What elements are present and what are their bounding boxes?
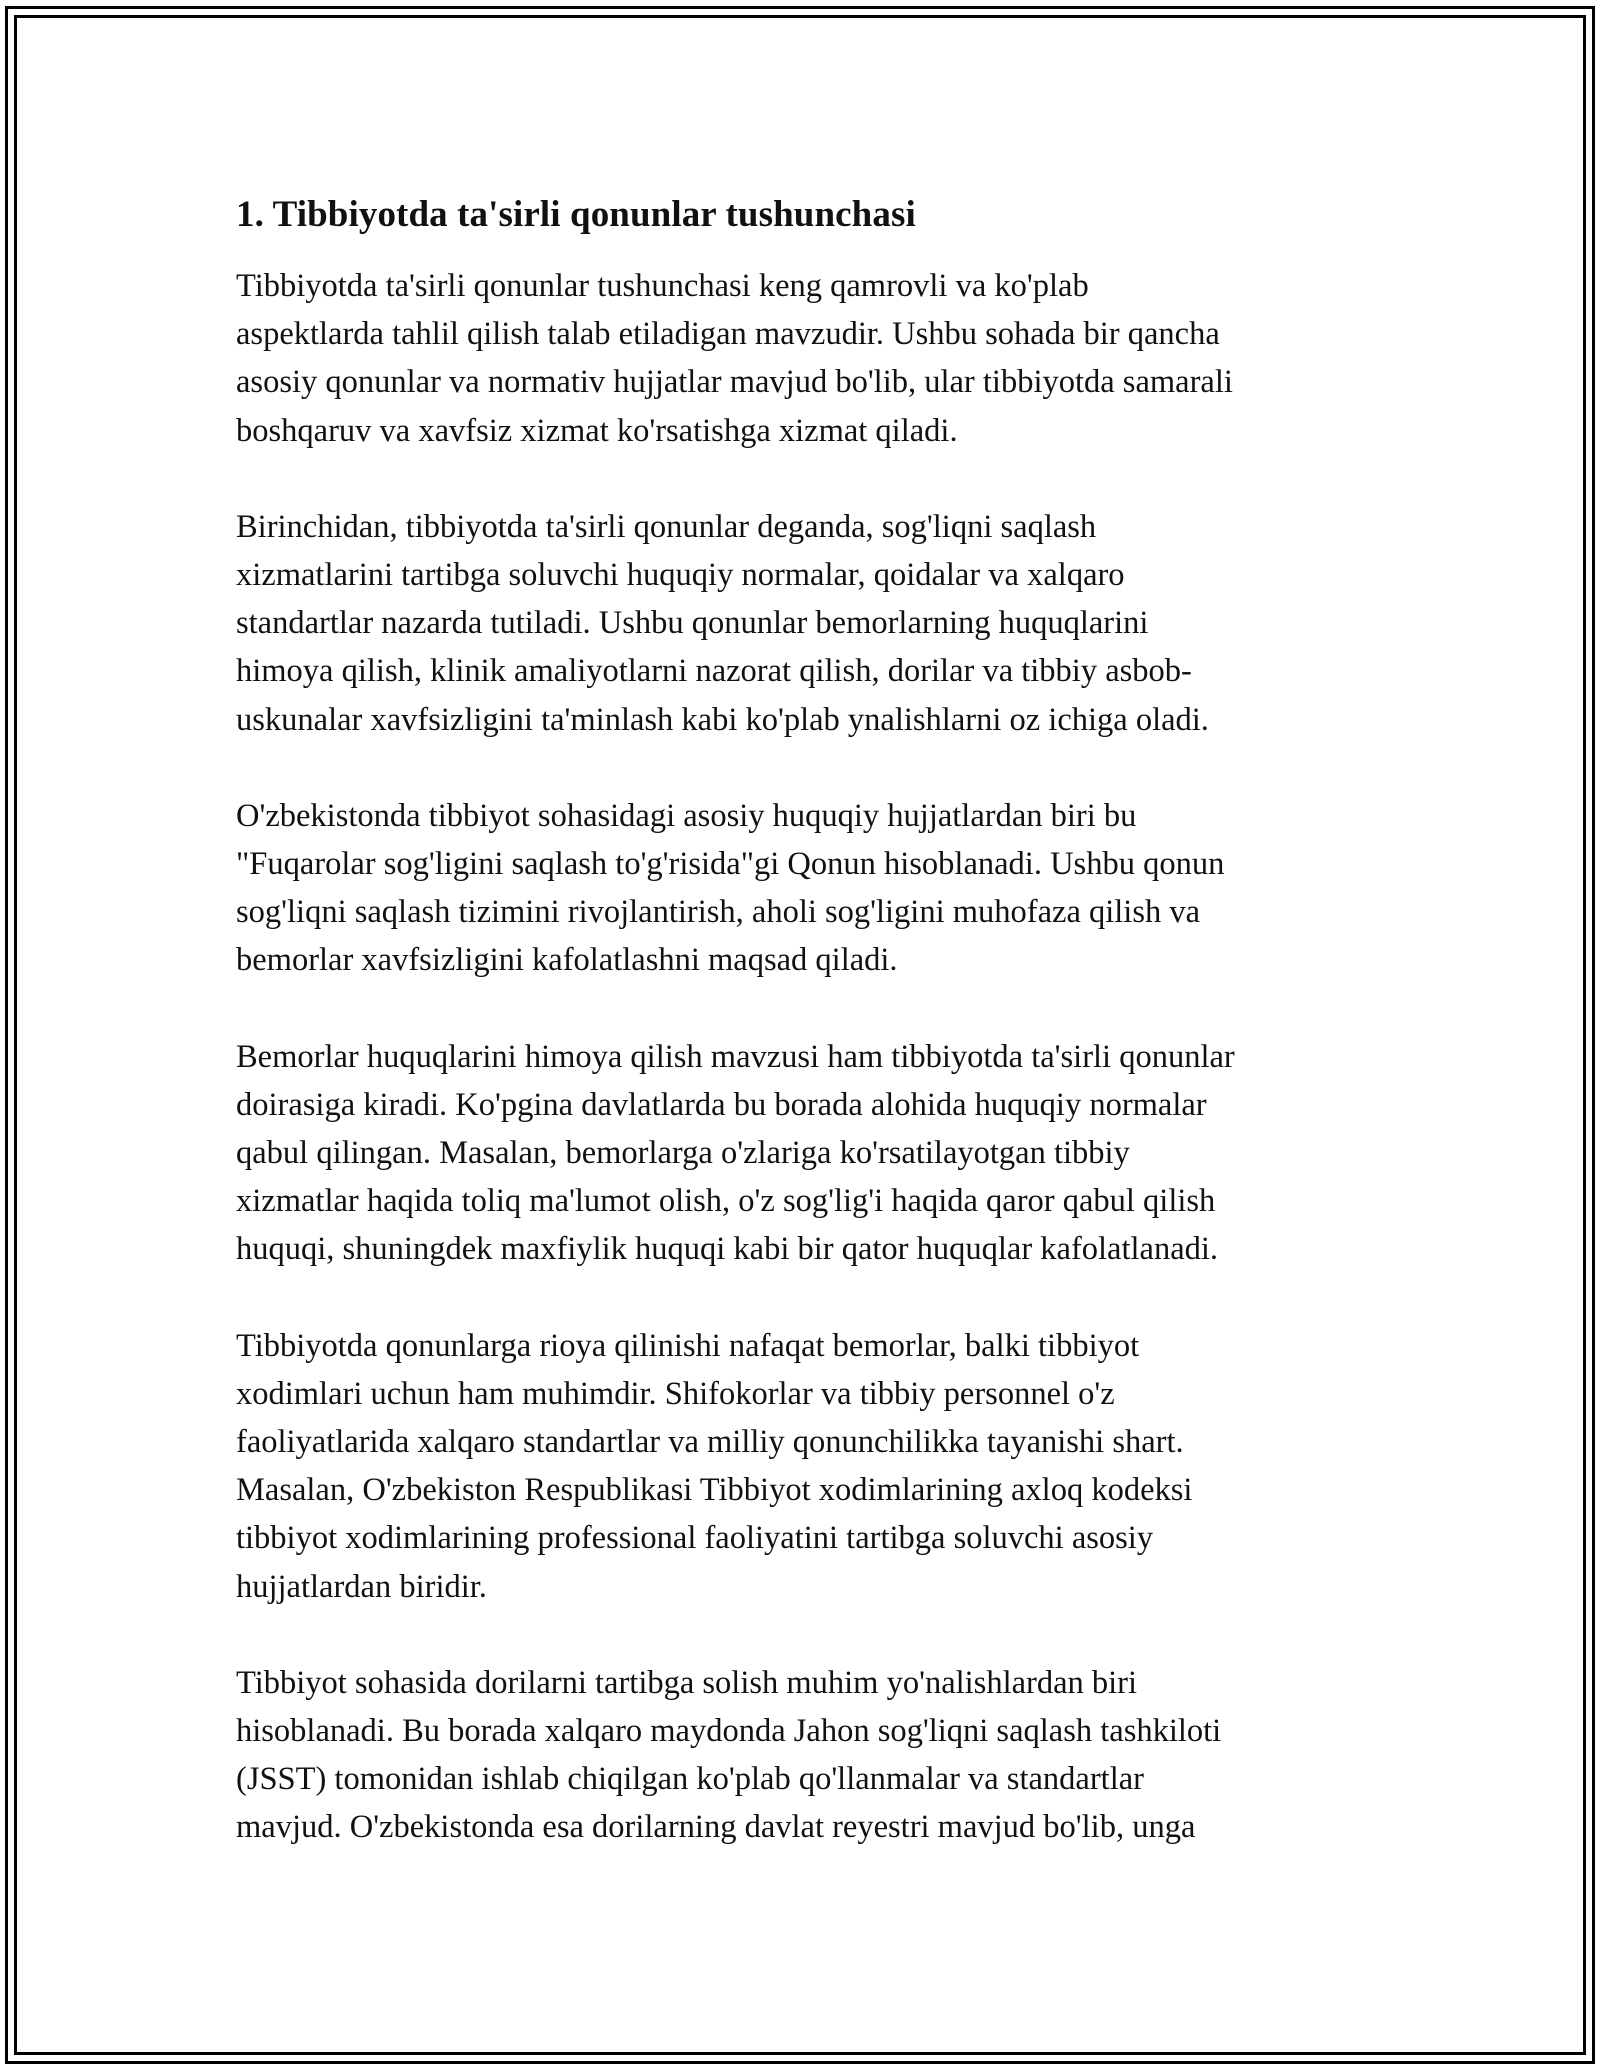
paragraph-line: mavjud. O'zbekistonda esa dorilarning davlat reyestri mavjud bo'lib, unga [236,1809,1196,1846]
paragraph-line: Tibbiyotda ta'sirli qonunlar tushunchasi keng qamrovli va ko'plab [236,268,1089,304]
body-paragraph [236,262,1368,455]
paragraph-line: faoliyatlarida xalqaro standartlar va milliy qonunchilikka tayanishi shart. [236,1424,1184,1461]
body-paragraph [236,792,1368,985]
paragraph-line: huquqi, shuningdek maxfiylik huquqi kabi bir qator huquqlar kafolatlanadi. [236,1231,1219,1268]
paragraph-line: xizmatlar haqida toliq ma'lumot olish, o'z sog'lig'i haqida qaror qabul qilish [236,1183,1216,1220]
body-paragraph [236,1322,1368,1611]
body-paragraph [236,1659,1368,1852]
body-paragraph [236,503,1368,744]
body-paragraph [236,1033,1368,1274]
paragraph-line: asosiy qonunlar va normativ hujjatlar mavjud bo'lib, ular tibbiyotda samarali [236,364,1233,401]
paragraph-line: sog'liqni saqlash tizimini rivojlantirish, aholi sog'ligini muhofaza qilish va [236,894,1201,931]
paragraph-line: xodimlari uchun ham muhimdir. Shifokorlar va tibbiy personnel o'z [236,1375,1115,1412]
paragraph-line: Bemorlar huquqlarini himoya qilish mavzusi ham tibbiyotda ta'sirli qonunlar [236,1038,1235,1075]
paragraph-line: qabul qilingan. Masalan, bemorlarga o'zlariga ko'rsatilayotgan tibbiy [236,1135,1130,1172]
paragraph-line: Tibbiyot sohasida dorilarni tartibga solish muhim yo'nalishlardan biri [236,1664,1138,1701]
paragraph-line: hujjatlardan biridir. [236,1568,487,1605]
paragraph-line: Tibbiyotda qonunlarga rioya qilinishi nafaqat bemorlar, balki tibbiyot [236,1327,1140,1364]
document-body [236,186,1368,1900]
paragraph-line: tibbiyot xodimlarining professional faoliyatini tartibga soluvchi asosiy [236,1520,1154,1557]
paragraph-line: himoya qilish, klinik amaliyotlarni nazorat qilish, dorilar va tibbiy asbob- [236,653,1192,690]
paragraph-line: bemorlar xavfsizligini kafolatlashni maqsad qiladi. [236,942,898,979]
paragraph-line: boshqaruv va xavfsiz xizmat ko'rsatishga xizmat qiladi. [236,412,958,449]
paragraph-line: aspektlarda tahlil qilish talab etiladigan mavzudir. Ushbu sohada bir qancha [236,316,1220,353]
paragraph-line: "Fuqarolar sog'ligini saqlash to'g'risida"gi Qonun hisoblanadi. Ushbu qonun [236,846,1225,883]
paragraph-line: O'zbekistonda tibbiyot sohasidagi asosiy huquqiy hujjatlardan biri bu [236,797,1137,834]
paragraph-list [236,262,1368,1852]
paragraph-line: Birinchidan, tibbiyotda ta'sirli qonunlar deganda, sog'liqni saqlash [236,508,1097,545]
paragraph-line: standartlar nazarda tutiladi. Ushbu qonunlar bemorlarning huquqlarini [236,605,1149,642]
paragraph-line: uskunalar xavfsizligini ta'minlash kabi ko'plab ynalishlarni oz ichiga oladi. [236,701,1209,738]
paragraph-line: hisoblanadi. Bu borada xalqaro maydonda Jahon sog'liqni saqlash tashkiloti [236,1713,1222,1750]
paragraph-line: (JSST) tomonidan ishlab chiqilgan ko'plab qo'llanmalar va standartlar [236,1761,1144,1798]
section-heading: 1. Tibbiyotda ta'sirli qonunlar tushunchasi [236,194,916,235]
paragraph-line: xizmatlarini tartibga soluvchi huquqiy normalar, qoidalar va xalqaro [236,557,1125,594]
paragraph-line: doirasiga kiradi. Ko'pgina davlatlarda bu borada alohida huquqiy normalar [236,1086,1207,1123]
paragraph-line: Masalan, O'zbekiston Respublikasi Tibbiyot xodimlarining axloq kodeksi [236,1472,1193,1509]
